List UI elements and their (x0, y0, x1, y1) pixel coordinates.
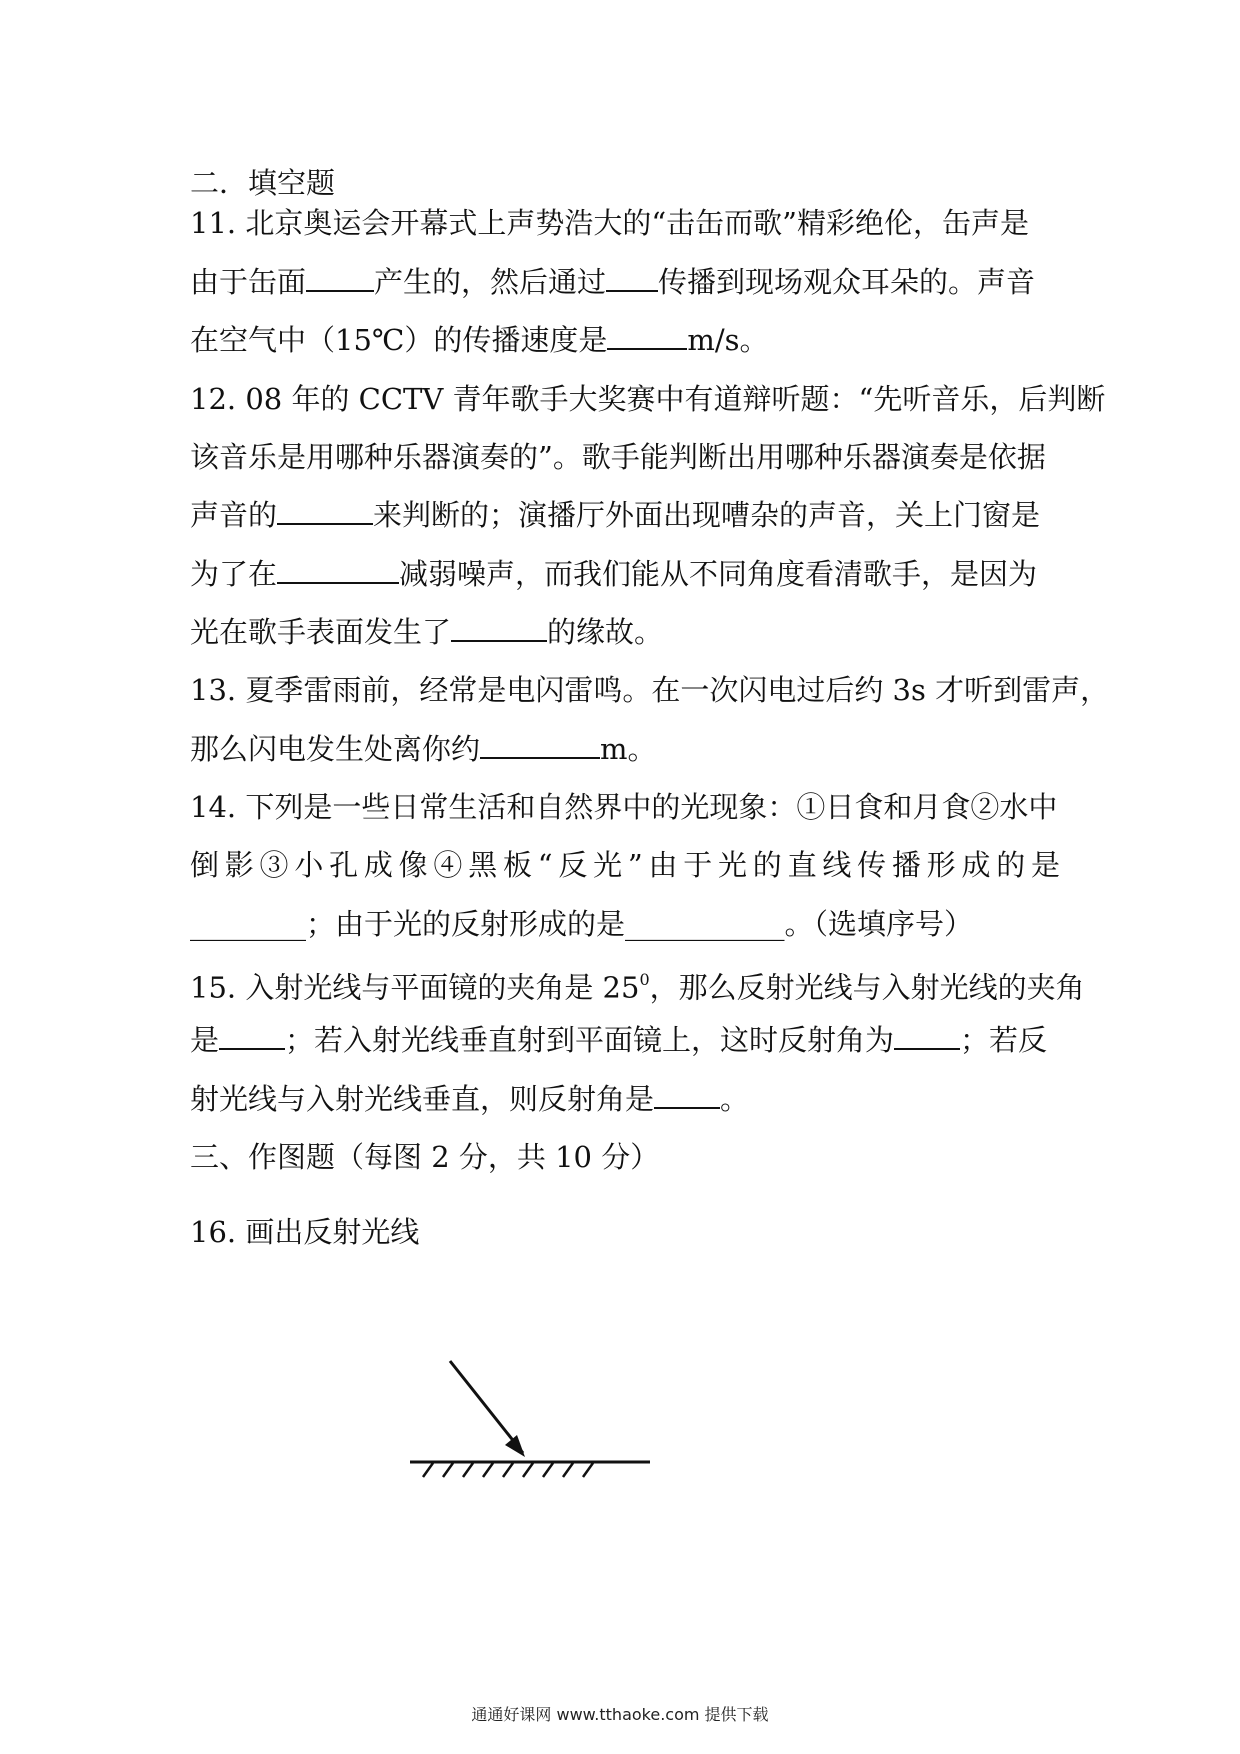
q15-line2 (190, 1020, 1060, 1060)
q14-line1: 14. 下列是一些日常生活和自然界中的光现象：①日食和月食②水中 (190, 790, 1058, 824)
q15-text: 是 (190, 1023, 220, 1057)
q13-line1: 13. 夏季雷雨前，经常是电闪雷鸣。在一次闪电过后约 3s 才听到雷声， (190, 673, 1110, 707)
q11-line2 (190, 262, 1060, 302)
q15-text: 。 (720, 1082, 750, 1116)
q12-line2: 该音乐是用哪种乐器演奏的”。歌手能判断出用哪种乐器演奏是依据 (190, 440, 1046, 474)
arrow-head-icon (505, 1435, 525, 1457)
answer-blank[interactable]: ___________ (625, 907, 785, 941)
q12-text: 声音的 (190, 498, 278, 532)
answer-blank[interactable] (607, 320, 687, 350)
answer-blank[interactable] (606, 262, 658, 292)
answer-blank[interactable] (654, 1079, 720, 1109)
q12-text: 的缘故。 (547, 615, 664, 649)
q11-line1: 11. 北京奥运会开幕式上声势浩大的“击缶而歌”精彩绝伦，缶声是 (190, 206, 1029, 240)
q12-line1: 12. 08 年的 CCTV 青年歌手大奖赛中有道辩听题：“先听音乐，后判断 (190, 382, 1106, 416)
answer-blank[interactable] (277, 554, 399, 584)
q12-line5 (190, 612, 1060, 652)
incident-ray (450, 1361, 525, 1457)
q12-text: 光在歌手表面发生了 (190, 615, 452, 649)
q12-line4 (190, 554, 1060, 594)
answer-blank[interactable] (894, 1020, 960, 1050)
q11-text: 由于缶面 (190, 265, 307, 299)
q11-text: m/s。 (687, 323, 769, 357)
q13-text: 那么闪电发生处离你约 (190, 732, 481, 766)
q15-text: ；若入射光线垂直射到平面镜上，这时反射角为 (285, 1023, 895, 1057)
q11-text: 产生的，然后通过 (374, 265, 607, 299)
section-heading: 二．填空题 (190, 166, 336, 200)
degree-superscript: 0 (639, 970, 650, 989)
section-heading: 三、作图题（每图 2 分，共 10 分） (190, 1140, 660, 1174)
q14-text: 。（选填序号） (784, 907, 974, 941)
answer-blank[interactable]: ________ (190, 907, 306, 941)
q12-text: 减弱噪声，而我们能从不同角度看清歌手，是因为 (399, 557, 1038, 591)
q11-text: 在空气中（15℃）的传播速度是 (190, 323, 608, 357)
answer-blank[interactable] (306, 262, 374, 292)
q13-line2 (190, 729, 1060, 769)
answer-blank[interactable] (480, 729, 600, 759)
q15-text: ；若反 (960, 1023, 1048, 1057)
answer-blank[interactable] (277, 495, 373, 525)
mirror-hatching (423, 1463, 593, 1477)
q14-line3 (190, 904, 1060, 944)
q15-text: 射光线与入射光线垂直，则反射角是 (190, 1082, 655, 1116)
q11-line3 (190, 320, 1060, 360)
q15-line3 (190, 1079, 1060, 1119)
q13-text: m。 (600, 732, 657, 766)
answer-blank[interactable] (219, 1020, 285, 1050)
q15-text: 15. 入射光线与平面镜的夹角是 25 (190, 970, 640, 1005)
answer-blank[interactable] (451, 612, 547, 642)
q11-text: 传播到现场观众耳朵的。声音 (658, 265, 1036, 299)
q12-line3 (190, 495, 1060, 535)
mirror-diagram (395, 1355, 665, 1505)
q16-prompt: 16. 画出反射光线 (190, 1215, 420, 1249)
q14-line2: 倒影③小孔成像④黑板“反光”由于光的直线传播形成的是 (190, 848, 1060, 882)
q15-text: ，那么反射光线与入射光线的夹角 (649, 970, 1085, 1005)
footer-source: 通通好课网 www.tthaoke.com 提供下载 (471, 1705, 769, 1724)
q12-text: 为了在 (190, 557, 278, 591)
q14-text: ；由于光的反射形成的是 (306, 907, 626, 941)
q15-line1 (190, 962, 1085, 1008)
q12-text: 来判断的；演播厅外面出现嘈杂的声音，关上门窗是 (373, 498, 1041, 532)
